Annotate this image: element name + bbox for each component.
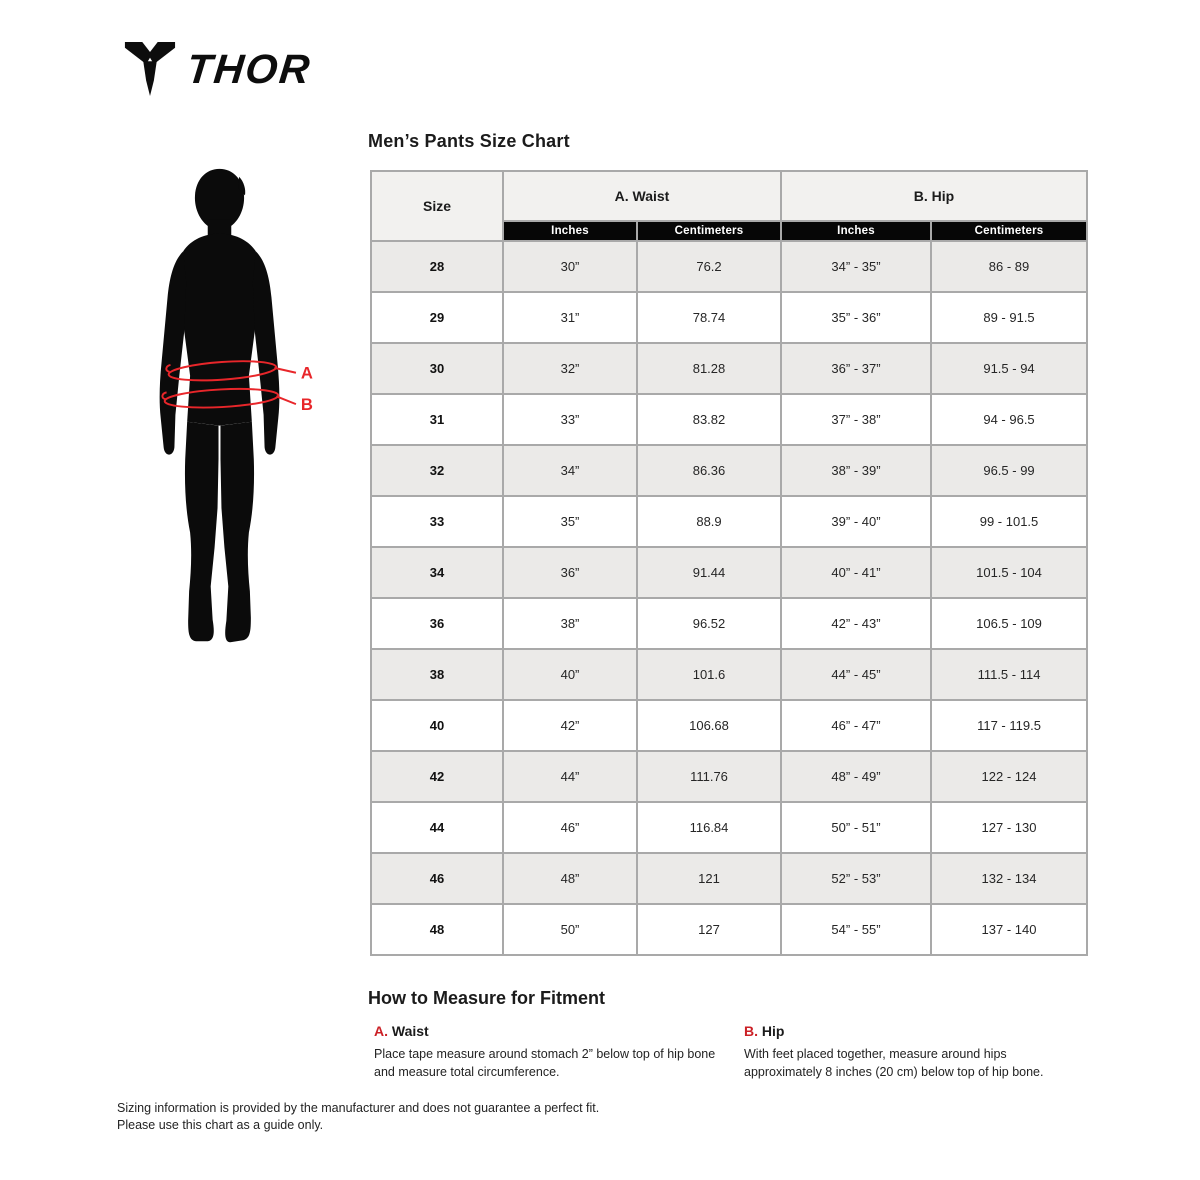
hip-inches-cell: 48” - 49” bbox=[781, 751, 931, 802]
waist-cm-cell: 76.2 bbox=[637, 241, 781, 292]
size-cell: 42 bbox=[371, 751, 503, 802]
hip-inches-cell: 44” - 45” bbox=[781, 649, 931, 700]
hip-cm-cell: 132 - 134 bbox=[931, 853, 1087, 904]
waist-inches-cell: 48” bbox=[503, 853, 637, 904]
hip-inches-cell: 34” - 35” bbox=[781, 241, 931, 292]
measure-waist-block bbox=[374, 1023, 726, 1081]
hip-cm-cell: 96.5 - 99 bbox=[931, 445, 1087, 496]
size-cell: 33 bbox=[371, 496, 503, 547]
measure-waist-text: Place tape measure around stomach 2” below top of hip bone and measure total circumference. bbox=[374, 1047, 716, 1080]
waist-cm-cell: 88.9 bbox=[637, 496, 781, 547]
measure-hip-label: Hip bbox=[761, 1023, 785, 1039]
waist-cm-cell: 86.36 bbox=[637, 445, 781, 496]
waist-cm-cell: 83.82 bbox=[637, 394, 781, 445]
waist-cm-cell: 81.28 bbox=[637, 343, 781, 394]
table-row bbox=[371, 547, 1087, 598]
table-row bbox=[371, 802, 1087, 853]
hip-cm-cell: 91.5 - 94 bbox=[931, 343, 1087, 394]
table-row bbox=[371, 853, 1087, 904]
hip-inches-cell: 38” - 39” bbox=[781, 445, 931, 496]
measure-hip-block bbox=[744, 1023, 1080, 1081]
hip-cm-cell: 89 - 91.5 bbox=[931, 292, 1087, 343]
waist-inches-cell: 46” bbox=[503, 802, 637, 853]
waist-inches-cell: 30” bbox=[503, 241, 637, 292]
size-cell: 28 bbox=[371, 241, 503, 292]
disclaimer-line-2: Please use this chart as a guide only. bbox=[117, 1117, 324, 1132]
hip-cm-cell: 101.5 - 104 bbox=[931, 547, 1087, 598]
size-cell: 31 bbox=[371, 394, 503, 445]
hip-inches-cell: 54” - 55” bbox=[781, 904, 931, 955]
waist-centimeters-header: Centimeters bbox=[637, 221, 781, 241]
size-cell: 46 bbox=[371, 853, 503, 904]
hip-inches-cell: 40” - 41” bbox=[781, 547, 931, 598]
hip-inches-cell: 37” - 38” bbox=[781, 394, 931, 445]
hip-cm-cell: 127 - 130 bbox=[931, 802, 1087, 853]
table-row bbox=[371, 751, 1087, 802]
hip-label-b: B bbox=[300, 395, 313, 414]
hip-cm-cell: 94 - 96.5 bbox=[931, 394, 1087, 445]
hip-inches-cell: 35” - 36” bbox=[781, 292, 931, 343]
measure-waist-letter: A. bbox=[374, 1023, 388, 1039]
waist-inches-cell: 34” bbox=[503, 445, 637, 496]
table-header-row bbox=[371, 171, 1087, 221]
table-row bbox=[371, 394, 1087, 445]
table-row bbox=[371, 292, 1087, 343]
hip-cm-cell: 106.5 - 109 bbox=[931, 598, 1087, 649]
measure-waist-label: Waist bbox=[391, 1023, 429, 1039]
measure-hip-text: With feet placed together, measure around hips approximately 8 inches (20 cm) below top of hip bone. bbox=[744, 1047, 1044, 1080]
hip-cm-cell: 137 - 140 bbox=[931, 904, 1087, 955]
disclaimer-line-1: Sizing information is provided by the manufacturer and does not guarantee a perfect fit. bbox=[117, 1101, 600, 1115]
size-cell: 48 bbox=[371, 904, 503, 955]
waist-cm-cell: 78.74 bbox=[637, 292, 781, 343]
waist-label-a: A bbox=[300, 363, 313, 383]
table-row bbox=[371, 598, 1087, 649]
hip-cm-cell: 122 - 124 bbox=[931, 751, 1087, 802]
waist-inches-cell: 50” bbox=[503, 904, 637, 955]
thor-falcon-icon bbox=[123, 40, 177, 98]
waist-inches-cell: 35” bbox=[503, 496, 637, 547]
waist-inches-cell: 44” bbox=[503, 751, 637, 802]
size-cell: 34 bbox=[371, 547, 503, 598]
waist-inches-cell: 36” bbox=[503, 547, 637, 598]
waist-cm-cell: 111.76 bbox=[637, 751, 781, 802]
table-row bbox=[371, 649, 1087, 700]
hip-inches-cell: 50” - 51” bbox=[781, 802, 931, 853]
hip-cm-cell: 117 - 119.5 bbox=[931, 700, 1087, 751]
brand-logo bbox=[123, 40, 314, 98]
size-cell: 32 bbox=[371, 445, 503, 496]
waist-cm-cell: 96.52 bbox=[637, 598, 781, 649]
waist-inches-cell: 40” bbox=[503, 649, 637, 700]
brand-wordmark: THOR bbox=[184, 46, 314, 92]
size-chart-table bbox=[370, 170, 1088, 956]
hip-inches-header: Inches bbox=[781, 221, 931, 241]
table-row bbox=[371, 700, 1087, 751]
hip-group-header: B. Hip bbox=[781, 171, 1087, 221]
waist-cm-cell: 116.84 bbox=[637, 802, 781, 853]
waist-inches-cell: 31” bbox=[503, 292, 637, 343]
hip-inches-cell: 42” - 43” bbox=[781, 598, 931, 649]
size-cell: 30 bbox=[371, 343, 503, 394]
table-row bbox=[371, 904, 1087, 955]
hip-inches-cell: 52” - 53” bbox=[781, 853, 931, 904]
waist-cm-cell: 91.44 bbox=[637, 547, 781, 598]
waist-cm-cell: 106.68 bbox=[637, 700, 781, 751]
waist-cm-cell: 127 bbox=[637, 904, 781, 955]
waist-cm-cell: 121 bbox=[637, 853, 781, 904]
measure-waist-title bbox=[374, 1023, 726, 1039]
hip-cm-cell: 99 - 101.5 bbox=[931, 496, 1087, 547]
body-measurement-diagram bbox=[146, 160, 342, 660]
waist-inches-cell: 38” bbox=[503, 598, 637, 649]
size-cell: 29 bbox=[371, 292, 503, 343]
hip-inches-cell: 46” - 47” bbox=[781, 700, 931, 751]
hip-centimeters-header: Centimeters bbox=[931, 221, 1087, 241]
size-column-header: Size bbox=[371, 171, 503, 241]
table-row bbox=[371, 241, 1087, 292]
measure-hip-title bbox=[744, 1023, 1080, 1039]
hip-inches-cell: 39” - 40” bbox=[781, 496, 931, 547]
waist-inches-cell: 33” bbox=[503, 394, 637, 445]
waist-cm-cell: 101.6 bbox=[637, 649, 781, 700]
hip-inches-cell: 36” - 37” bbox=[781, 343, 931, 394]
hip-cm-cell: 111.5 - 114 bbox=[931, 649, 1087, 700]
disclaimer bbox=[117, 1100, 599, 1134]
page-title: Men’s Pants Size Chart bbox=[368, 131, 570, 151]
waist-inches-cell: 32” bbox=[503, 343, 637, 394]
measure-hip-letter: B. bbox=[744, 1023, 758, 1039]
waist-inches-header: Inches bbox=[503, 221, 637, 241]
size-cell: 38 bbox=[371, 649, 503, 700]
size-cell: 44 bbox=[371, 802, 503, 853]
size-table-body bbox=[371, 241, 1087, 955]
hip-cm-cell: 86 - 89 bbox=[931, 241, 1087, 292]
waist-inches-cell: 42” bbox=[503, 700, 637, 751]
measure-section-heading: How to Measure for Fitment bbox=[368, 988, 606, 1008]
size-cell: 36 bbox=[371, 598, 503, 649]
table-row bbox=[371, 445, 1087, 496]
size-cell: 40 bbox=[371, 700, 503, 751]
table-row bbox=[371, 496, 1087, 547]
table-row bbox=[371, 343, 1087, 394]
waist-group-header: A. Waist bbox=[503, 171, 781, 221]
